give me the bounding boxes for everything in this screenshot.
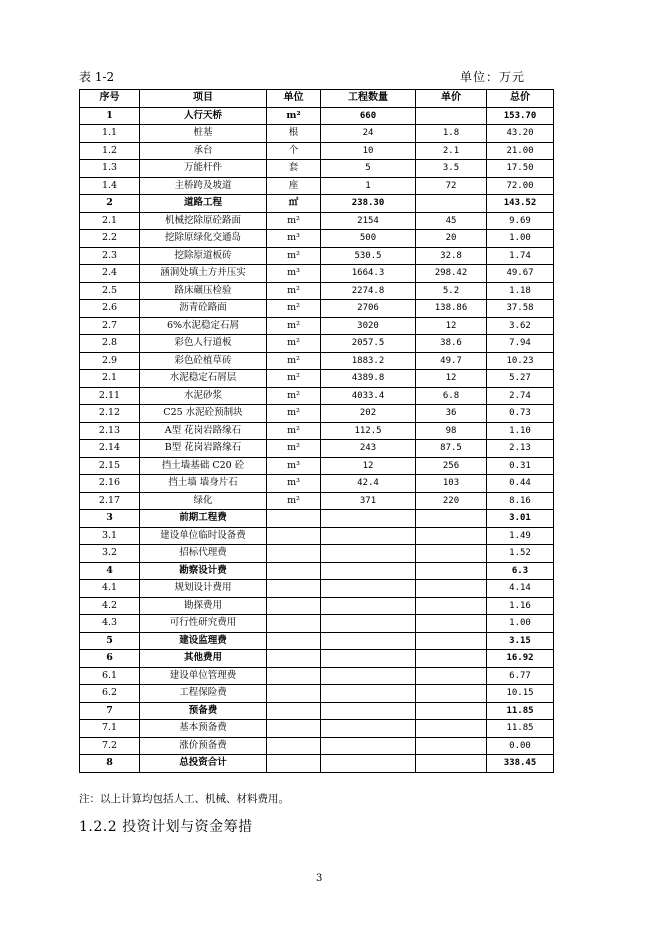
header-qty: 工程数量 xyxy=(321,90,416,108)
cell-total: 2.13 xyxy=(487,440,554,458)
cell-item: 水泥砂浆 xyxy=(140,387,267,405)
table-note: 注：以上计算均包括人工、机械、材料费用。 xyxy=(79,793,289,805)
cell-no: 2.8 xyxy=(80,335,140,353)
cell-unit: 根 xyxy=(267,125,321,143)
table-row xyxy=(80,265,554,283)
cell-item: B型 花岗岩路缘石 xyxy=(140,440,267,458)
cell-price: 45 xyxy=(416,212,487,230)
cell-no: 3.2 xyxy=(80,545,140,563)
cell-no: 3 xyxy=(80,510,140,528)
cell-no: 6.2 xyxy=(80,685,140,703)
cell-unit xyxy=(267,650,321,668)
cell-no: 2.14 xyxy=(80,440,140,458)
cell-total: 49.67 xyxy=(487,265,554,283)
cell-unit: m³ xyxy=(267,230,321,248)
table-row xyxy=(80,142,554,160)
header-unit: 单位 xyxy=(267,90,321,108)
cell-price: 38.6 xyxy=(416,335,487,353)
cell-no: 3.1 xyxy=(80,527,140,545)
cell-qty: 2274.8 xyxy=(321,282,416,300)
table-row xyxy=(80,632,554,650)
cell-no: 4.3 xyxy=(80,615,140,633)
cell-qty: 243 xyxy=(321,440,416,458)
header-no: 序号 xyxy=(80,90,140,108)
table-row xyxy=(80,527,554,545)
cell-no: 4 xyxy=(80,562,140,580)
cell-no: 2.16 xyxy=(80,475,140,493)
cell-qty: 1 xyxy=(321,177,416,195)
cell-no: 2.1 xyxy=(80,212,140,230)
cell-no: 2.4 xyxy=(80,265,140,283)
table-row xyxy=(80,352,554,370)
table-row xyxy=(80,177,554,195)
cell-qty xyxy=(321,667,416,685)
cell-no: 1.1 xyxy=(80,125,140,143)
table-row xyxy=(80,440,554,458)
cell-price xyxy=(416,545,487,563)
table-row xyxy=(80,615,554,633)
cell-unit xyxy=(267,667,321,685)
cell-total: 143.52 xyxy=(487,195,554,213)
cell-no: 7.2 xyxy=(80,737,140,755)
cell-qty xyxy=(321,615,416,633)
cell-unit: m² xyxy=(267,335,321,353)
cell-qty: 42.4 xyxy=(321,475,416,493)
table-row xyxy=(80,685,554,703)
cell-item: 道路工程 xyxy=(140,195,267,213)
cell-no: 7 xyxy=(80,702,140,720)
cell-no: 2.15 xyxy=(80,457,140,475)
cell-qty: 112.5 xyxy=(321,422,416,440)
cell-qty: 371 xyxy=(321,492,416,510)
cell-unit: m² xyxy=(267,107,321,125)
cell-qty: 2154 xyxy=(321,212,416,230)
table-row xyxy=(80,195,554,213)
cell-price xyxy=(416,615,487,633)
cell-price: 138.86 xyxy=(416,300,487,318)
cell-no: 2.6 xyxy=(80,300,140,318)
cell-no: 8 xyxy=(80,755,140,773)
table-row xyxy=(80,387,554,405)
table-row xyxy=(80,580,554,598)
cell-unit: m² xyxy=(267,440,321,458)
table-row xyxy=(80,755,554,773)
cell-qty xyxy=(321,510,416,528)
cell-price xyxy=(416,580,487,598)
table-row xyxy=(80,475,554,493)
cell-no: 7.1 xyxy=(80,720,140,738)
cell-item: 挖除原绿化交通岛 xyxy=(140,230,267,248)
table-row xyxy=(80,247,554,265)
cell-unit: m² xyxy=(267,352,321,370)
investment-table xyxy=(79,89,554,773)
cell-unit: m² xyxy=(267,492,321,510)
cell-unit xyxy=(267,545,321,563)
cell-total: 3.62 xyxy=(487,317,554,335)
cell-qty xyxy=(321,527,416,545)
cell-total: 5.27 xyxy=(487,370,554,388)
table-header-row xyxy=(80,90,554,108)
cell-item: C25 水泥砼预制块 xyxy=(140,405,267,423)
cell-qty xyxy=(321,702,416,720)
cell-item: 水泥稳定石屑层 xyxy=(140,370,267,388)
cell-item: A型 花岗岩路缘石 xyxy=(140,422,267,440)
cell-total: 338.45 xyxy=(487,755,554,773)
cell-price xyxy=(416,755,487,773)
cell-unit: 套 xyxy=(267,160,321,178)
cell-price xyxy=(416,650,487,668)
table-row xyxy=(80,562,554,580)
cell-unit: 座 xyxy=(267,177,321,195)
table-row xyxy=(80,160,554,178)
cell-unit xyxy=(267,597,321,615)
cell-price: 49.7 xyxy=(416,352,487,370)
cell-unit xyxy=(267,510,321,528)
cell-no: 2.7 xyxy=(80,317,140,335)
table-row xyxy=(80,720,554,738)
cell-unit: m² xyxy=(267,422,321,440)
cell-unit: m² xyxy=(267,387,321,405)
cell-qty xyxy=(321,737,416,755)
cell-item: 涨价预备费 xyxy=(140,737,267,755)
cell-item: 其他费用 xyxy=(140,650,267,668)
cell-qty xyxy=(321,545,416,563)
cell-price: 2.1 xyxy=(416,142,487,160)
cell-price xyxy=(416,527,487,545)
cell-total: 17.50 xyxy=(487,160,554,178)
cell-price xyxy=(416,737,487,755)
cell-total: 1.16 xyxy=(487,597,554,615)
cell-qty: 530.5 xyxy=(321,247,416,265)
cell-total: 0.44 xyxy=(487,475,554,493)
cell-qty: 1883.2 xyxy=(321,352,416,370)
cell-item: 挖除原道板砖 xyxy=(140,247,267,265)
header-total: 总价 xyxy=(487,90,554,108)
cell-total: 16.92 xyxy=(487,650,554,668)
cell-price xyxy=(416,632,487,650)
table-row xyxy=(80,317,554,335)
cell-qty xyxy=(321,562,416,580)
cell-no: 2.11 xyxy=(80,387,140,405)
cell-qty: 238.30 xyxy=(321,195,416,213)
cell-price: 72 xyxy=(416,177,487,195)
cell-total: 4.14 xyxy=(487,580,554,598)
cell-item: 机械挖除原砼路面 xyxy=(140,212,267,230)
cell-qty xyxy=(321,580,416,598)
cell-unit: m² xyxy=(267,212,321,230)
cell-no: 1 xyxy=(80,107,140,125)
cell-total: 1.52 xyxy=(487,545,554,563)
cell-item: 建设单位管理费 xyxy=(140,667,267,685)
header-price: 单价 xyxy=(416,90,487,108)
cell-item: 基本预备费 xyxy=(140,720,267,738)
cell-item: 工程保险费 xyxy=(140,685,267,703)
cell-total: 2.74 xyxy=(487,387,554,405)
cell-price xyxy=(416,685,487,703)
table-row xyxy=(80,492,554,510)
cell-no: 6.1 xyxy=(80,667,140,685)
cell-no: 2.9 xyxy=(80,352,140,370)
cell-total: 11.85 xyxy=(487,702,554,720)
cell-no: 6 xyxy=(80,650,140,668)
cell-unit: m³ xyxy=(267,265,321,283)
cell-price xyxy=(416,702,487,720)
cell-price: 98 xyxy=(416,422,487,440)
cell-price: 12 xyxy=(416,370,487,388)
cell-no: 4.1 xyxy=(80,580,140,598)
cell-no: 2.13 xyxy=(80,422,140,440)
cell-price xyxy=(416,510,487,528)
cell-unit xyxy=(267,720,321,738)
table-row xyxy=(80,107,554,125)
cell-item: 绿化 xyxy=(140,492,267,510)
cell-no: 2.3 xyxy=(80,247,140,265)
cell-unit xyxy=(267,755,321,773)
cell-total: 153.70 xyxy=(487,107,554,125)
cell-item: 建设监理费 xyxy=(140,632,267,650)
table-row xyxy=(80,335,554,353)
cell-unit xyxy=(267,737,321,755)
cell-unit: m² xyxy=(267,317,321,335)
cell-price: 1.8 xyxy=(416,125,487,143)
cell-unit xyxy=(267,702,321,720)
table-row xyxy=(80,457,554,475)
cell-total: 1.10 xyxy=(487,422,554,440)
cell-item: 桩基 xyxy=(140,125,267,143)
cell-price: 298.42 xyxy=(416,265,487,283)
cell-item: 万能杆件 xyxy=(140,160,267,178)
cell-total: 11.85 xyxy=(487,720,554,738)
table-row xyxy=(80,667,554,685)
cell-unit: m³ xyxy=(267,475,321,493)
cell-total: 1.00 xyxy=(487,615,554,633)
cell-item: 彩色砼植草砖 xyxy=(140,352,267,370)
cell-qty xyxy=(321,632,416,650)
table-row xyxy=(80,737,554,755)
cell-item: 主桥跨及坡道 xyxy=(140,177,267,195)
cell-qty xyxy=(321,755,416,773)
cell-item: 路床碾压检验 xyxy=(140,282,267,300)
section-heading: 1.2.2 投资计划与资金筹措 xyxy=(79,819,253,835)
cell-no: 2 xyxy=(80,195,140,213)
cell-price xyxy=(416,562,487,580)
cell-total: 1.74 xyxy=(487,247,554,265)
cell-total: 0.00 xyxy=(487,737,554,755)
cell-price: 6.8 xyxy=(416,387,487,405)
table-row xyxy=(80,510,554,528)
cell-total: 1.18 xyxy=(487,282,554,300)
table-row xyxy=(80,422,554,440)
cell-unit: ㎡ xyxy=(267,195,321,213)
cell-price: 12 xyxy=(416,317,487,335)
cell-qty xyxy=(321,720,416,738)
cell-item: 建设单位临时设备费 xyxy=(140,527,267,545)
cell-qty: 5 xyxy=(321,160,416,178)
cell-total: 8.16 xyxy=(487,492,554,510)
cell-no: 1.3 xyxy=(80,160,140,178)
cell-item: 规划设计费用 xyxy=(140,580,267,598)
cell-qty: 10 xyxy=(321,142,416,160)
cell-no: 2.12 xyxy=(80,405,140,423)
cell-total: 21.00 xyxy=(487,142,554,160)
cell-item: 前期工程费 xyxy=(140,510,267,528)
cell-item: 涵洞处填土方并压实 xyxy=(140,265,267,283)
cell-item: 挡土墙基础 C20 砼 xyxy=(140,457,267,475)
cell-unit xyxy=(267,632,321,650)
cell-price: 5.2 xyxy=(416,282,487,300)
cell-no: 2.17 xyxy=(80,492,140,510)
cell-total: 1.00 xyxy=(487,230,554,248)
cell-total: 72.00 xyxy=(487,177,554,195)
cell-qty: 500 xyxy=(321,230,416,248)
cell-price: 3.5 xyxy=(416,160,487,178)
cell-qty: 12 xyxy=(321,457,416,475)
table-row xyxy=(80,212,554,230)
cell-price: 256 xyxy=(416,457,487,475)
cell-item: 预备费 xyxy=(140,702,267,720)
cell-item: 沥青砼路面 xyxy=(140,300,267,318)
cell-unit xyxy=(267,580,321,598)
table-row xyxy=(80,597,554,615)
cell-qty: 660 xyxy=(321,107,416,125)
cell-total: 37.58 xyxy=(487,300,554,318)
cell-unit: m² xyxy=(267,405,321,423)
page-number: 3 xyxy=(316,873,323,884)
cell-total: 0.31 xyxy=(487,457,554,475)
cell-unit: m² xyxy=(267,370,321,388)
cell-no: 2.1 xyxy=(80,370,140,388)
header-item: 项目 xyxy=(140,90,267,108)
cell-item: 挡土墙 墙身片石 xyxy=(140,475,267,493)
cell-total: 43.20 xyxy=(487,125,554,143)
cell-no: 1.2 xyxy=(80,142,140,160)
cell-item: 承台 xyxy=(140,142,267,160)
cell-qty xyxy=(321,597,416,615)
cell-unit xyxy=(267,562,321,580)
cell-unit: m² xyxy=(267,300,321,318)
cell-unit xyxy=(267,615,321,633)
cell-total: 10.15 xyxy=(487,685,554,703)
cell-no: 4.2 xyxy=(80,597,140,615)
cell-qty: 2706 xyxy=(321,300,416,318)
cell-price xyxy=(416,195,487,213)
cell-total: 3.15 xyxy=(487,632,554,650)
cell-no: 2.2 xyxy=(80,230,140,248)
cell-price xyxy=(416,107,487,125)
cell-price xyxy=(416,720,487,738)
cell-qty: 2057.5 xyxy=(321,335,416,353)
cell-unit xyxy=(267,527,321,545)
cell-unit: m² xyxy=(267,282,321,300)
cell-total: 9.69 xyxy=(487,212,554,230)
table-row xyxy=(80,405,554,423)
cell-item: 彩色人行道板 xyxy=(140,335,267,353)
cell-total: 10.23 xyxy=(487,352,554,370)
table-row xyxy=(80,545,554,563)
cell-no: 1.4 xyxy=(80,177,140,195)
table-row xyxy=(80,702,554,720)
cell-item: 6%水泥稳定石屑 xyxy=(140,317,267,335)
cell-total: 7.94 xyxy=(487,335,554,353)
cell-unit: 个 xyxy=(267,142,321,160)
cell-qty: 24 xyxy=(321,125,416,143)
cell-price: 220 xyxy=(416,492,487,510)
cell-qty xyxy=(321,685,416,703)
cell-item: 人行天桥 xyxy=(140,107,267,125)
cell-qty: 1664.3 xyxy=(321,265,416,283)
cell-item: 勘探费用 xyxy=(140,597,267,615)
cell-qty: 4389.8 xyxy=(321,370,416,388)
cell-price: 103 xyxy=(416,475,487,493)
cell-item: 勘察设计费 xyxy=(140,562,267,580)
cell-total: 6.3 xyxy=(487,562,554,580)
cell-total: 3.01 xyxy=(487,510,554,528)
cell-no: 2.5 xyxy=(80,282,140,300)
cell-item: 可行性研究费用 xyxy=(140,615,267,633)
cell-total: 1.49 xyxy=(487,527,554,545)
cell-qty: 3020 xyxy=(321,317,416,335)
cell-price xyxy=(416,597,487,615)
cell-price: 32.8 xyxy=(416,247,487,265)
cell-qty xyxy=(321,650,416,668)
cell-unit: m³ xyxy=(267,457,321,475)
cell-total: 6.77 xyxy=(487,667,554,685)
table-row xyxy=(80,282,554,300)
table-row xyxy=(80,300,554,318)
cell-qty: 4033.4 xyxy=(321,387,416,405)
table-row xyxy=(80,650,554,668)
cell-total: 0.73 xyxy=(487,405,554,423)
table-row xyxy=(80,125,554,143)
cell-price: 36 xyxy=(416,405,487,423)
cell-price: 20 xyxy=(416,230,487,248)
cell-price: 87.5 xyxy=(416,440,487,458)
cell-item: 总投资合计 xyxy=(140,755,267,773)
table-body xyxy=(80,107,554,772)
cell-unit xyxy=(267,685,321,703)
cell-item: 招标代理费 xyxy=(140,545,267,563)
cell-price xyxy=(416,667,487,685)
cell-unit: m² xyxy=(267,247,321,265)
table-row xyxy=(80,230,554,248)
unit-label: 单位：万元 xyxy=(460,70,526,84)
cell-qty: 202 xyxy=(321,405,416,423)
cell-no: 5 xyxy=(80,632,140,650)
table-caption: 表 1-2 xyxy=(79,70,115,84)
table-row xyxy=(80,370,554,388)
